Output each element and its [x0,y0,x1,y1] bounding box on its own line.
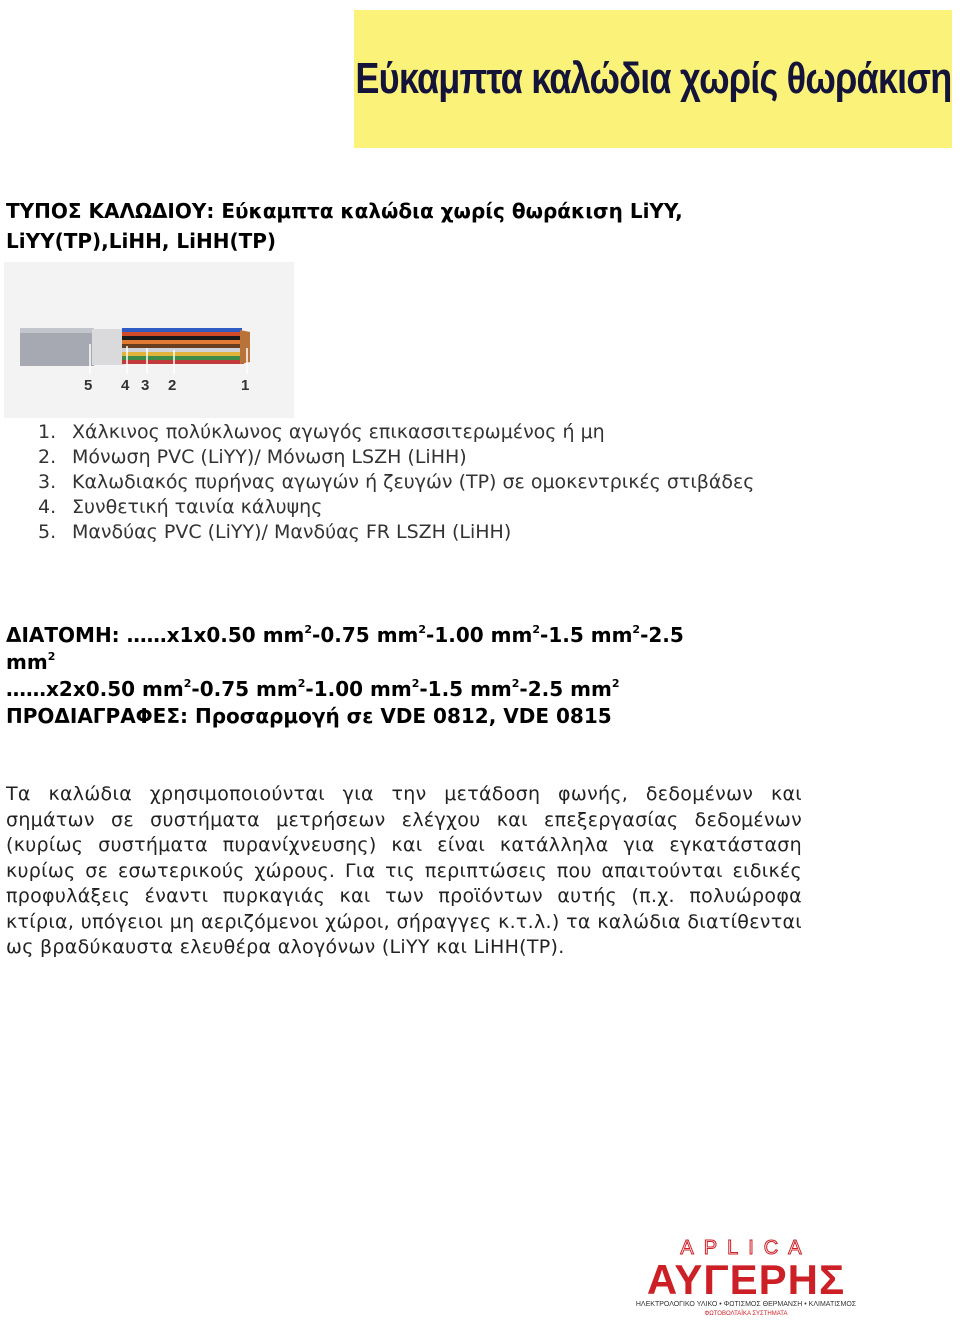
wrapping-tape [92,329,124,365]
list-item: 1. Χάλκινος πολύκλωνος αγωγός επικασσιτερωμένος ή μη [38,421,605,443]
banner-title: Εύκαμπτα καλώδια χωρίς θωράκιση [354,54,952,103]
title-banner [354,10,952,148]
list-item: 3. Καλωδιακός πυρήνας αγωγών ή ζευγών (TP) σε ομοκεντρικές στιβάδες [38,471,755,493]
cable-cross-section-figure [4,262,294,418]
cross-section-line-1: ΔΙΑΤΟΜΗ: ……x1x0.50 $mm^2-0.75$ $mm^2-1.00$ $mm^2-1.5$ $mm^2-2.5$ [6,623,684,647]
cross-section-line-2: ……x2x0.50 $mm^2-0.75$ $mm^2-1.00$ $mm^2-1.5$ $mm^2-2.5$ $mm^2$ [6,677,620,701]
specifications [6,622,906,730]
label-4: 4 [121,377,130,394]
label-3: 3 [141,377,150,394]
list-item: 5. Μανδύας PVC (LiYY)/ Μανδύας FR LSZH (LiHH) [38,521,512,543]
label-2: 2 [168,377,177,394]
standards-line: ΠΡΟΔΙΑΓΡΑΦΕΣ: Προσαρμογή σε VDE 0812, VDE 0815 [6,704,612,728]
conductor-bundle [122,330,250,364]
component-list [38,420,798,545]
company-logo [578,1232,914,1318]
list-item: 4. Συνθετική ταινία κάλυψης [38,496,323,518]
outer-sheath [20,328,94,366]
logo-tagline-2: ΦΩΤΟΒΟΛΤΑΪΚΑ ΣΥΣΤΗΜΑΤΑ [704,1311,788,1317]
logo-tagline: ΗΛΕΚΤΡΟΛΟΓΙΚΟ ΥΛΙΚΟ • ΦΩΤΙΣΜΟΣ ΘΕΡΜΑΝΣΗ • ΚΛΙΜΑΤΙΣΜΟΣ [635,1301,857,1308]
cable-type-heading: ΤΥΠΟΣ ΚΑΛΩΔΙΟΥ: Εύκαμπτα καλώδια χωρίς θωράκιση LiYY, LiYY(TP),LiHH, LiHH(TP) [6,199,683,253]
list-item: 2. Μόνωση PVC (LiYY)/ Μόνωση LSZH (LiHH) [38,446,467,468]
label-5: 5 [84,377,93,394]
logo-name: ΑΥΓΕΡΗΣ [646,1256,846,1303]
description-paragraph: Τα καλώδια χρησιμοποιούνται για την μετάδοση φωνής, δεδομένων και σημάτων σε συστήματα μετρήσεων ελέγχου και επεξεργασίας δεδομένων (κυρίως συστήματα πυρανίχνευσης) και είναι κατάλληλα για εγκατάσταση κυρίως σε εσωτερικούς χώρους. Για τις περιπτώσεις που απαιτούνται ειδικές προφυλάξεις έναντι πυρκαγιάς και των προϊόντων αυτής (π.χ. πολυώροφα κτίρια, υπόγειοι μη αεριζόμενοι χώροι, σήραγγες κ.τ.λ.) τα καλώδια διατίθενται ως βραδύκαυστα ελευθέρα αλογόνων (LiYY και LiHH(TP). [6,783,802,958]
cross-section-line-1-unit: $mm^2$ [6,650,56,674]
label-1: 1 [241,377,250,394]
logo-top-text: APLICA [680,1237,812,1259]
